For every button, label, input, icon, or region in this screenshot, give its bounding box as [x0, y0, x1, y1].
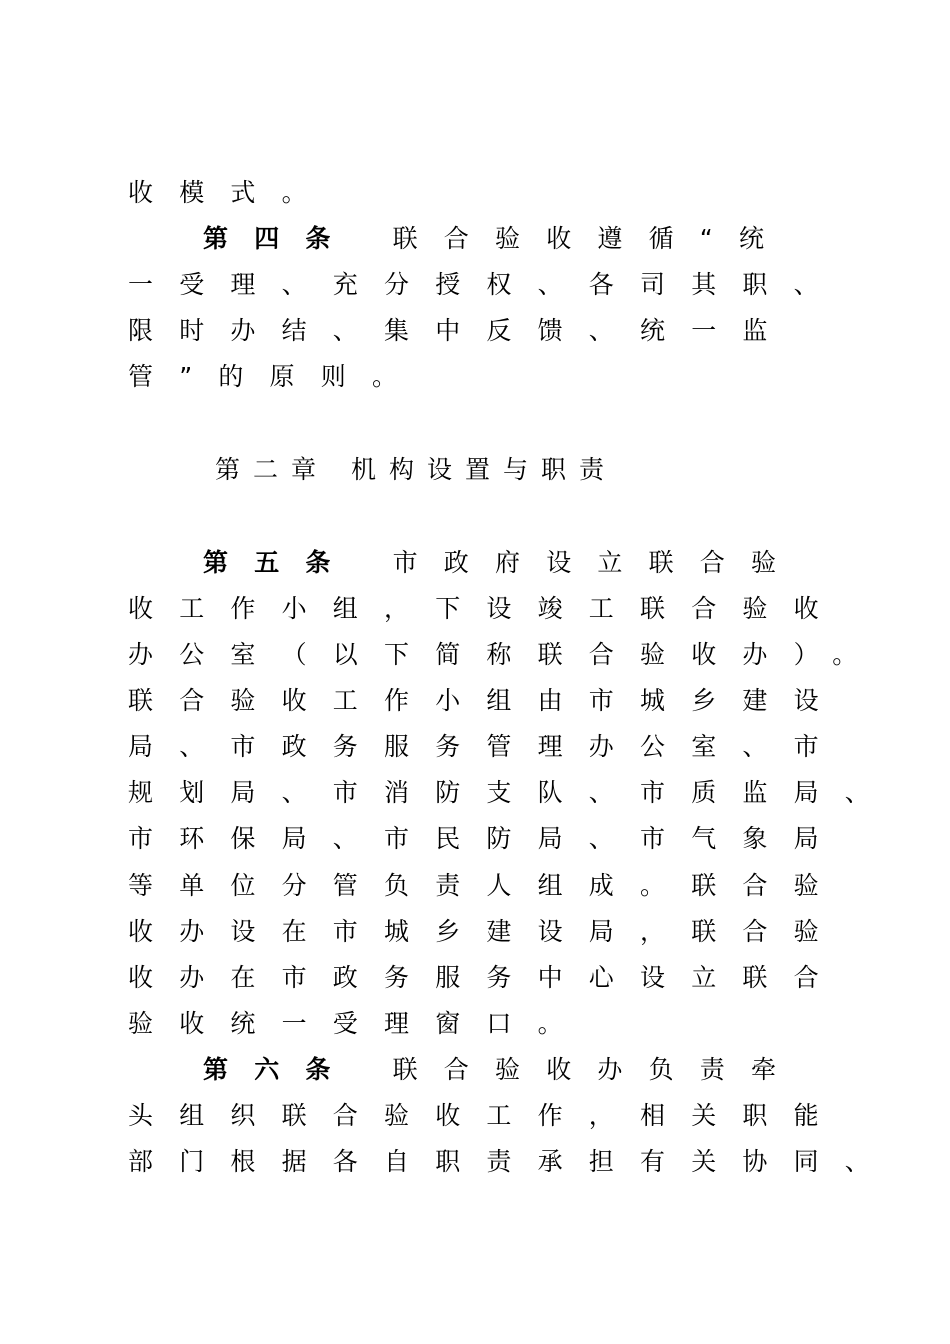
chapter-number: 第二章 [215, 455, 330, 484]
text-line: 局、市政务服务管理办公室、市 [128, 732, 845, 761]
text-line: 联合验收办负责牵 [392, 1055, 803, 1084]
text-line: 等单位分管负责人组成。联合验 [128, 871, 845, 900]
text-line: 收工作小组，下设竣工联合验收 [128, 594, 845, 623]
text-line: 市环保局、市民防局、市气象局 [128, 824, 845, 853]
article-4-first-line [203, 222, 923, 256]
text-line: 规划局、市消防支队、市质监局、 [128, 778, 897, 807]
article-5-first-line [203, 546, 923, 580]
text-line: 办公室（以下简称联合验收办）。 [128, 640, 884, 669]
chapter-heading [215, 453, 775, 487]
article-4-label: 第四条 [203, 224, 357, 253]
text-line: 收办在市政务服务中心设立联合 [128, 963, 845, 992]
article-6-first-line [203, 1053, 923, 1087]
text-line: 收模式。 [128, 178, 333, 207]
text-line: 收办设在市城乡建设局，联合验 [128, 917, 845, 946]
chapter-title: 机构设置与职责 [351, 455, 618, 484]
text-line: 联合验收遵循“统 [392, 224, 791, 253]
text-line: 一受理、充分授权、各司其职、 [128, 270, 845, 299]
text-line: 部门根据各自职责承担有关协同、 [128, 1147, 897, 1176]
text-line: 验收统一受理窗口。 [128, 1009, 589, 1038]
article-6-label: 第六条 [203, 1055, 357, 1084]
text-line: 市政府设立联合验 [392, 548, 803, 577]
text-line: 联合验收工作小组由市城乡建设 [128, 686, 845, 715]
text-line: 限时办结、集中反馈、统一监 [128, 316, 794, 345]
text-line: 管”的原则。 [128, 362, 424, 391]
text-line: 头组织联合验收工作，相关职能 [128, 1101, 845, 1130]
article-5-label: 第五条 [203, 548, 357, 577]
